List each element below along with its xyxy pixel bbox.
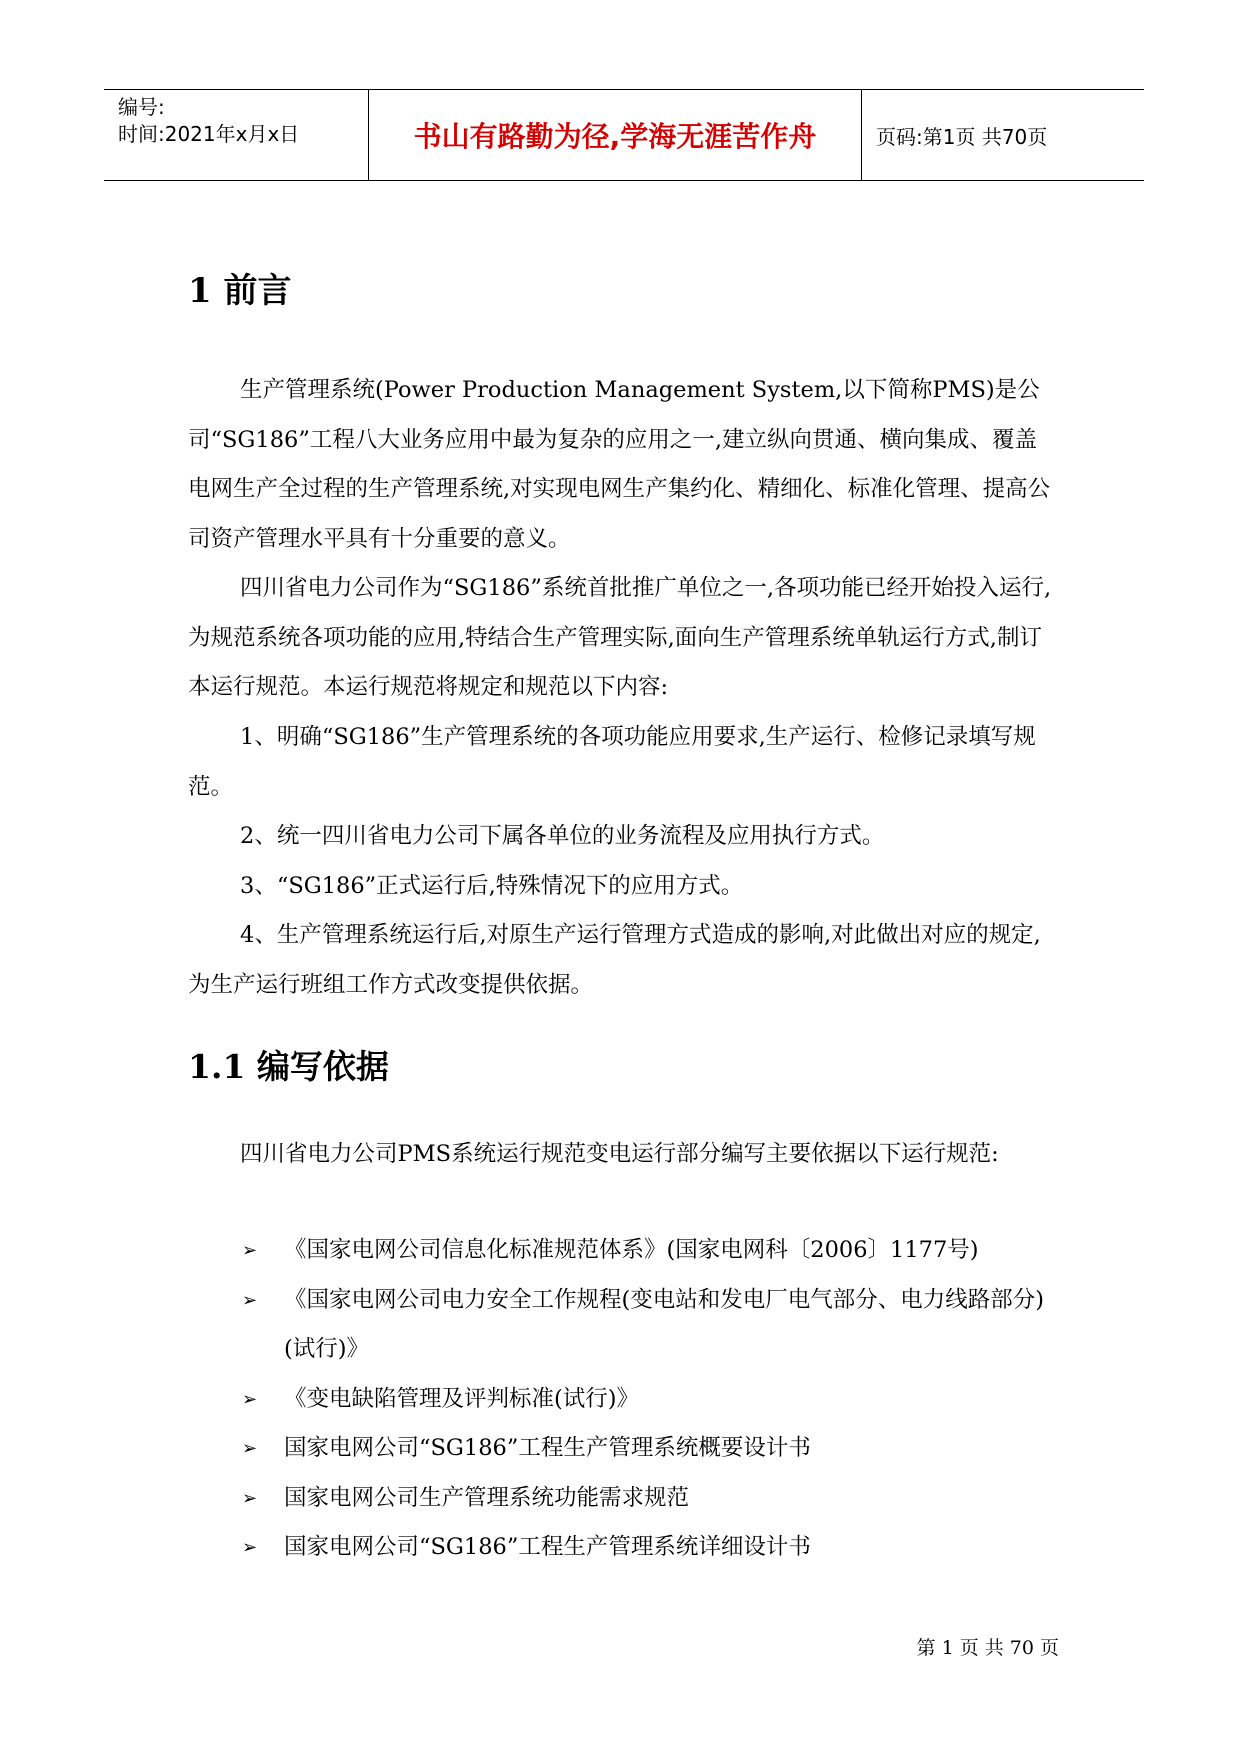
arrow-bullet-icon: ➢: [242, 1289, 258, 1311]
list-item: ➢ 国家电网公司“SG186”工程生产管理系统详细设计书: [188, 1523, 1058, 1573]
page-footer: 第 1 页 共 70 页: [916, 1637, 1059, 1659]
paragraph: 生产管理系统(Power Production Management System,以下简称PMS)是公司“SG186”工程八大业务应用中最为复杂的应用之一,建立纵向贯通、横向集成、覆盖电网生产全过程的生产管理系统,对实现电网生产集约化、精细化、标准化管理、提高公司资产管理水平具有十分重要的意义。: [188, 377, 1051, 552]
paragraph: 1、明确“SG186”生产管理系统的各项功能应用要求,生产运行、检修记录填写规范。: [188, 724, 1036, 800]
arrow-bullet-icon: ➢: [242, 1388, 258, 1410]
paragraph: 3、“SG186”正式运行后,特殊情况下的应用方式。: [240, 873, 744, 899]
document-time: 时间:2021年x月x日: [118, 122, 300, 146]
header-motto: 书山有路勤为径,学海无涯苦作舟: [369, 90, 862, 180]
section-title-basis: 1.1 编写依据: [188, 1047, 389, 1086]
document-number-label: 编号:: [118, 95, 165, 119]
paragraph: 四川省电力公司作为“SG186”系统首批推广单位之一,各项功能已经开始投入运行,为规范系统各项功能的应用,特结合生产管理实际,面向生产管理系统单轨运行方式,制订本运行规范。本运行规范将规定和规范以下内容:: [188, 575, 1052, 700]
paragraph: 2、统一四川省电力公司下属各单位的业务流程及应用执行方式。: [240, 823, 885, 849]
arrow-bullet-icon: ➢: [242, 1537, 258, 1558]
list-item: ➢ 《国家电网公司信息化标准规范体系》(国家电网科〔2006〕1177号): [188, 1226, 1058, 1276]
list-item: ➢ 《国家电网公司电力安全工作规程(变电站和发电厂电气部分、电力线路部分)(试行)》: [188, 1276, 1058, 1375]
paragraph-intro: 四川省电力公司PMS系统运行规范变电运行部分编写主要依据以下运行规范:: [240, 1141, 999, 1167]
header-page-info: 页码:第1页 共70页: [876, 124, 1048, 149]
paragraph: 4、生产管理系统运行后,对原生产运行管理方式造成的影响,对此做出对应的规定,为生产运行班组工作方式改变提供依据。: [188, 922, 1041, 998]
list-item: ➢ 《变电缺陷管理及评判标准(试行)》: [188, 1375, 1058, 1425]
section-title-preface: 1 前言: [188, 271, 292, 311]
reference-list: [188, 1226, 1058, 1573]
list-item: ➢ 国家电网公司生产管理系统功能需求规范: [188, 1474, 1058, 1524]
list-item: ➢ 国家电网公司“SG186”工程生产管理系统概要设计书: [188, 1424, 1058, 1474]
page-header: [104, 89, 1144, 181]
arrow-bullet-icon: ➢: [242, 1438, 258, 1459]
arrow-bullet-icon: ➢: [242, 1240, 258, 1261]
arrow-bullet-icon: ➢: [242, 1487, 258, 1509]
header-meta: [104, 90, 369, 180]
